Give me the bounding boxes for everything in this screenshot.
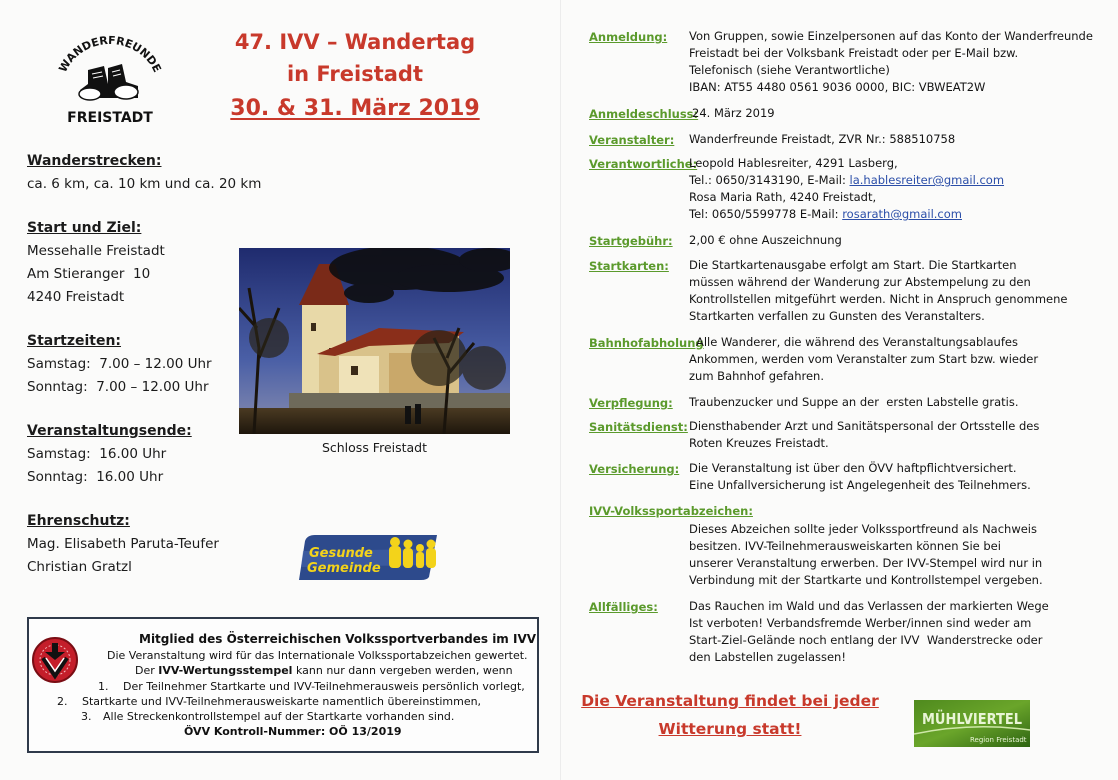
heading-wanderstrecken: Wanderstrecken:: [27, 153, 162, 169]
contact-1-email-link[interactable]: la.hablesreiter@gmail.com: [849, 173, 1005, 187]
wanderfreunde-logo: [50, 28, 170, 128]
text-line: unserer Veranstaltung erwerben. Der IVV-Stempel wird nur in: [689, 556, 1043, 570]
muehlviertel-logo: [914, 700, 1030, 747]
label-ivv-volkssportabzeichen: IVV-Volkssportabzeichen:: [589, 504, 753, 518]
item-text: Alle Streckenkontrollstempel auf der Startkarte vorhanden sind.: [103, 710, 455, 723]
gesunde-gemeinde-logo: [297, 533, 439, 581]
anmeldeschluss-value: 24. März 2019: [692, 106, 775, 120]
contact-2-phone: Tel: 0650/5599778 E-Mail:: [689, 207, 843, 221]
gg-logo-line1: Gesunde: [309, 546, 373, 561]
text-line: zum Bahnhof gefahren.: [689, 369, 824, 383]
text-line: Das Rauchen im Wald und das Verlassen der markierten Wege: [689, 599, 1049, 613]
ivv-line2-post: kann nur dann vergeben werden, wenn: [292, 664, 513, 677]
startkarten-text: [689, 257, 1067, 325]
ivv-line2-pre: Der: [135, 664, 159, 677]
ivv-condition-1: [98, 680, 525, 693]
event-date: 30. & 31. März 2019: [230, 96, 480, 121]
text-line: Ankommen, werden vom Veranstalter zum Start bzw. wieder: [689, 352, 1039, 366]
label-allfaelliges: Allfälliges:: [589, 600, 658, 614]
text-line: Start-Ziel-Gelände noch entlang der IVV Wanderstrecke oder: [689, 633, 1043, 647]
text-line: Von Gruppen, sowie Einzelpersonen auf das Konto der Wanderfreunde: [689, 29, 1093, 43]
text-line: Die Startkartenausgabe erfolgt am Start. Die Startkarten: [689, 258, 1017, 272]
text-line: Startkarten verfallen zu Gunsten des Veranstalters.: [689, 309, 985, 323]
section-ehrenschutz: [27, 510, 219, 579]
startgebuehr-value: 2,00 € ohne Auszeichnung: [689, 233, 842, 247]
venue-city: 4240 Freistadt: [27, 289, 125, 305]
contact-1-phone-mail: [689, 172, 1004, 189]
heading-ehrenschutz: Ehrenschutz:: [27, 513, 130, 529]
label-startgebuehr: Startgebühr:: [589, 234, 673, 248]
logo-bottom-text: FREISTADT: [67, 110, 153, 126]
abzeichen-text: [689, 521, 1043, 589]
ivv-box-title: Mitglied des Österreichischen Volkssportverbandes im IVV: [139, 632, 537, 646]
photo-caption: Schloss Freistadt: [321, 440, 428, 455]
text-line: Eine Unfallversicherung ist Angelegenheit des Teilnehmers.: [689, 478, 1031, 492]
text-line: Telefonisch (siehe Verantwortliche): [689, 63, 890, 77]
patron-2: Christian Gratzl: [27, 559, 132, 575]
verantwortliche-text: [689, 155, 1004, 223]
event-location: in Freistadt: [286, 62, 424, 86]
verpflegung-value: Traubenzucker und Suppe an der ersten Labstelle gratis.: [689, 395, 1019, 409]
text-line: Roten Kreuzes Freistadt.: [689, 436, 829, 450]
contact-2-name: Rosa Maria Rath, 4240 Freistadt,: [689, 190, 877, 204]
ivv-condition-3: [81, 710, 454, 723]
item-text: Startkarte und IVV-Teilnehmerausweiskarte namentlich übereinstimmen,: [82, 695, 482, 708]
text-line: Ist verboten! Verbandsfremde Werber/innen sind weder am: [689, 616, 1032, 630]
heading-start-ziel: Start und Ziel:: [27, 220, 142, 236]
ivv-box-line1: Die Veranstaltung wird für das Internationale Volkssportabzeichen gewertet.: [107, 649, 528, 662]
text-line: Die Veranstaltung ist über den ÖVV haftpflichtversichert.: [689, 461, 1017, 475]
label-verantwortliche: Verantwortliche:: [589, 157, 698, 171]
section-startzeiten: [27, 330, 212, 399]
contact-1-phone: Tel.: 0650/3143190, E-Mail:: [689, 173, 850, 187]
page-fold: [560, 0, 561, 780]
versicherung-text: [689, 460, 1031, 494]
label-startkarten: Startkarten:: [589, 259, 669, 273]
allfaelliges-text: [689, 598, 1049, 666]
text-line: Dieses Abzeichen sollte jeder Volkssportfreund als Nachweis: [689, 522, 1037, 536]
section-wanderstrecken: [27, 150, 261, 196]
ivv-emblem: [31, 636, 79, 684]
weather-notice-line1: Die Veranstaltung findet bei jeder: [581, 692, 879, 710]
item-number: 2.: [57, 695, 68, 708]
label-bahnhofabholung: Bahnhofabholung: [589, 336, 704, 350]
gg-logo-line2: Gemeinde: [307, 561, 381, 576]
contact-1-name: Leopold Hablesreiter, 4291 Lasberg,: [689, 156, 898, 170]
item-text: Der Teilnehmer Startkarte und IVV-Teilnehmerausweis persönlich vorlegt,: [123, 680, 525, 693]
text-line: Verbindung mit der Startkarte und Kontrollstempel vergeben.: [689, 573, 1043, 587]
bahnhof-line1: Alle Wanderer, die während des Veranstaltungsablaufes: [696, 335, 1018, 349]
section-start-ziel: [27, 217, 165, 309]
ivv-condition-2: [57, 695, 481, 708]
contact-2-email-link[interactable]: rosarath@gmail.com: [842, 207, 962, 221]
event-title: 47. IVV – Wandertag: [234, 30, 476, 54]
venue-street: Am Stieranger 10: [27, 266, 151, 282]
anmeldung-text: [689, 28, 1093, 96]
oevv-kontroll-nummer: ÖVV Kontroll-Nummer: OÖ 13/2019: [184, 725, 402, 738]
text-line: Kontrollstellen mitgeführt werden. Nicht in Anspruch genommene: [689, 292, 1068, 306]
label-anmeldeschluss: Anmeldeschluss:: [589, 107, 699, 121]
iban-line: IBAN: AT55 4480 0561 9036 0000, BIC: VBWEAT2W: [689, 80, 986, 94]
start-time-sunday: Sonntag: 7.00 – 12.00 Uhr: [27, 379, 209, 395]
label-veranstalter: Veranstalter:: [589, 133, 675, 147]
end-time-saturday: Samstag: 16.00 Uhr: [27, 446, 167, 462]
sanitaet-text: [689, 418, 1039, 452]
text-line: den Labstellen zugelassen!: [689, 650, 846, 664]
bahnhof-text: [689, 351, 1038, 385]
section-veranstaltungsende: [27, 420, 192, 489]
venue-name: Messehalle Freistadt: [27, 243, 165, 259]
weather-notice-line2: Witterung statt!: [658, 720, 802, 738]
contact-2-phone-mail: [689, 206, 1004, 223]
text-line: müssen während der Wanderung zur Abstempelung zu den: [689, 275, 1031, 289]
ivv-wertungsstempel: IVV-Wertungsstempel: [158, 664, 293, 677]
ivv-box-line2: [135, 664, 513, 677]
label-sanitaetsdienst: Sanitätsdienst:: [589, 420, 688, 434]
route-lengths: ca. 6 km, ca. 10 km und ca. 20 km: [27, 176, 262, 192]
item-number: 1.: [98, 680, 109, 693]
castle-photo: [239, 248, 510, 434]
text-line: Freistadt bei der Volksbank Freistadt oder per E-Mail bzw.: [689, 46, 1019, 60]
muehlviertel-title: MÜHLVIERTEL: [922, 710, 1030, 728]
muehlviertel-subtitle: Region Freistadt: [970, 736, 1027, 744]
label-verpflegung: Verpflegung:: [589, 396, 673, 410]
end-time-sunday: Sonntag: 16.00 Uhr: [27, 469, 164, 485]
veranstalter-value: Wanderfreunde Freistadt, ZVR Nr.: 588510758: [689, 132, 956, 146]
label-versicherung: Versicherung:: [589, 462, 680, 476]
start-time-saturday: Samstag: 7.00 – 12.00 Uhr: [27, 356, 212, 372]
heading-startzeiten: Startzeiten:: [27, 333, 122, 349]
item-number: 3.: [81, 710, 92, 723]
logo-arc-text: WANDERFREUNDE: [56, 33, 164, 75]
patron-1: Mag. Elisabeth Paruta-Teufer: [27, 536, 219, 552]
text-line: Diensthabender Arzt und Sanitätspersonal der Ortsstelle des: [689, 419, 1040, 433]
text-line: besitzen. IVV-Teilnehmerausweiskarten können Sie bei: [689, 539, 1001, 553]
label-anmeldung: Anmeldung:: [589, 30, 668, 44]
heading-veranstaltungsende: Veranstaltungsende:: [27, 423, 192, 439]
